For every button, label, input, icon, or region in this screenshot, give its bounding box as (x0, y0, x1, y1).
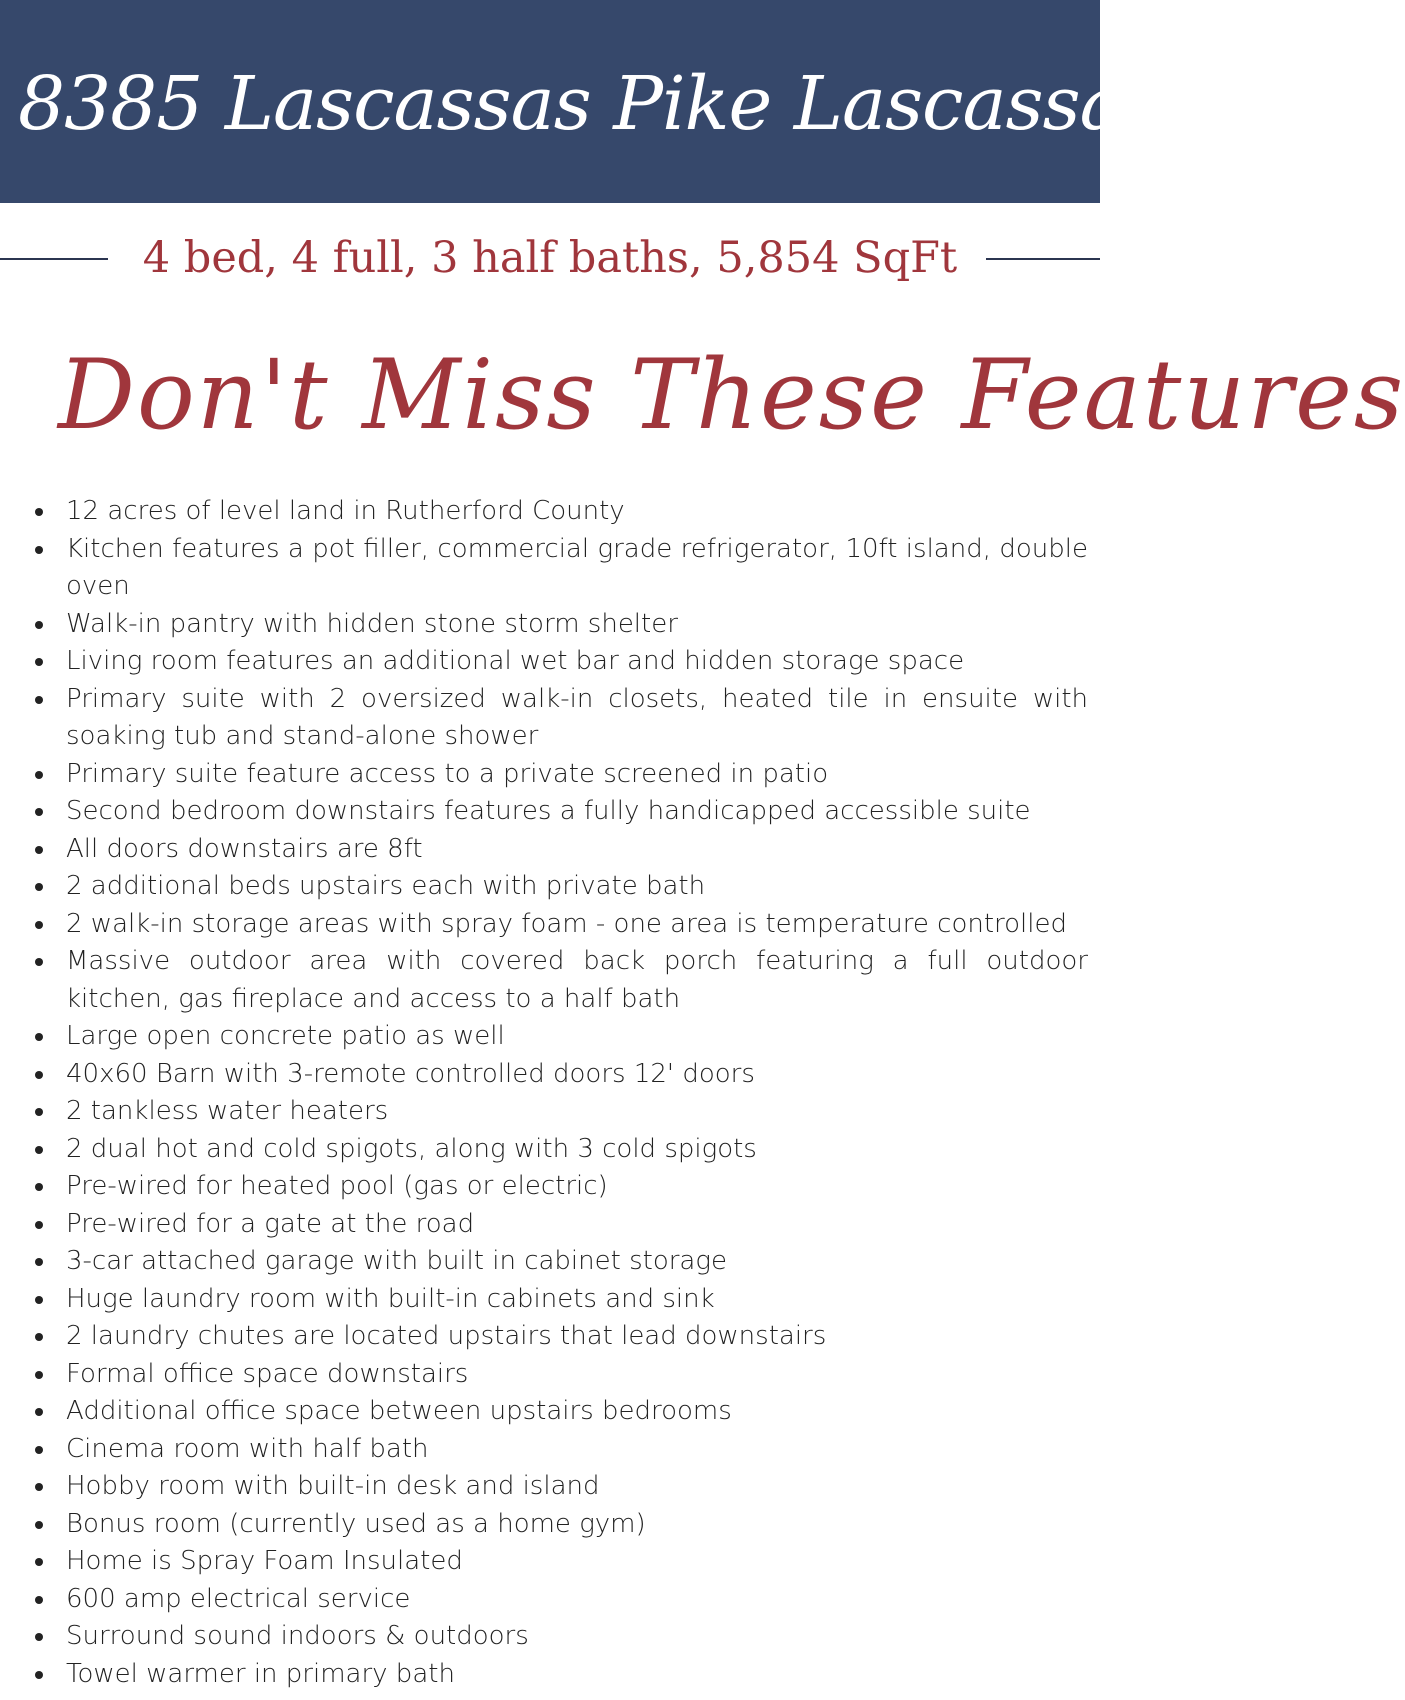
feature-item: Pre-wired for heated pool (gas or electric) (28, 1168, 1088, 1206)
feature-item: Massive outdoor area with covered back porch featuring a full outdoor kitchen, gas fireplace and access to a half bath (28, 943, 1088, 1018)
feature-item: Large open concrete patio as well (28, 1018, 1088, 1056)
property-address-title: 8385 Lascassas Pike Lascassas, TN (18, 61, 1317, 147)
feature-item: 2 laundry chutes are located upstairs that lead downstairs (28, 1318, 1088, 1356)
feature-item: Walk-in pantry with hidden stone storm shelter (28, 606, 1088, 644)
feature-item: Huge laundry room with built-in cabinets and sink (28, 1281, 1088, 1319)
feature-item: 2 walk-in storage areas with spray foam - one area is temperature controlled (28, 906, 1088, 944)
property-summary: 4 bed, 4 full, 3 half baths, 5,854 SqFt (142, 233, 958, 283)
feature-item: Home is Spray Foam Insulated (28, 1543, 1088, 1581)
feature-item: Towel warmer in primary bath (28, 1656, 1088, 1694)
feature-item: Hobby room with built-in desk and island (28, 1468, 1088, 1506)
feature-item: 2 dual hot and cold spigots, along with 3 cold spigots (28, 1131, 1088, 1169)
feature-item: Living room features an additional wet bar and hidden storage space (28, 643, 1088, 681)
feature-item: Primary suite with 2 oversized walk-in closets, heated tile in ensuite with soaking tub and stand-alone shower (28, 681, 1088, 756)
feature-item: All doors downstairs are 8ft (28, 831, 1088, 869)
feature-item: Cinema room with half bath (28, 1431, 1088, 1469)
features-heading: Don't Miss These Features (58, 339, 1405, 451)
feature-item: Kitchen features a pot filler, commercial grade refrigerator, 10ft island, double oven (28, 531, 1088, 606)
feature-item: 40x60 Barn with 3-remote controlled doors 12' doors (28, 1056, 1088, 1094)
feature-item: Bonus room (currently used as a home gym) (28, 1506, 1088, 1544)
feature-item: Surround sound indoors & outdoors (28, 1618, 1088, 1656)
features-list (28, 493, 1088, 1693)
feature-item: Additional office space between upstairs bedrooms (28, 1393, 1088, 1431)
feature-item: 2 additional beds upstairs each with private bath (28, 868, 1088, 906)
feature-item: Pre-wired for a gate at the road (28, 1206, 1088, 1244)
feature-item: 2 tankless water heaters (28, 1093, 1088, 1131)
feature-item: Primary suite feature access to a private screened in patio (28, 756, 1088, 794)
feature-item: 3-car attached garage with built in cabinet storage (28, 1243, 1088, 1281)
feature-item: 12 acres of level land in Rutherford County (28, 493, 1088, 531)
feature-item: Second bedroom downstairs features a fully handicapped accessible suite (28, 793, 1088, 831)
header-banner (0, 0, 1317, 203)
feature-item: 600 amp electrical service (28, 1581, 1088, 1619)
right-divider (986, 258, 1100, 260)
subheading-row (0, 228, 1100, 288)
feature-item: Formal office space downstairs (28, 1356, 1088, 1394)
left-divider (0, 258, 108, 260)
